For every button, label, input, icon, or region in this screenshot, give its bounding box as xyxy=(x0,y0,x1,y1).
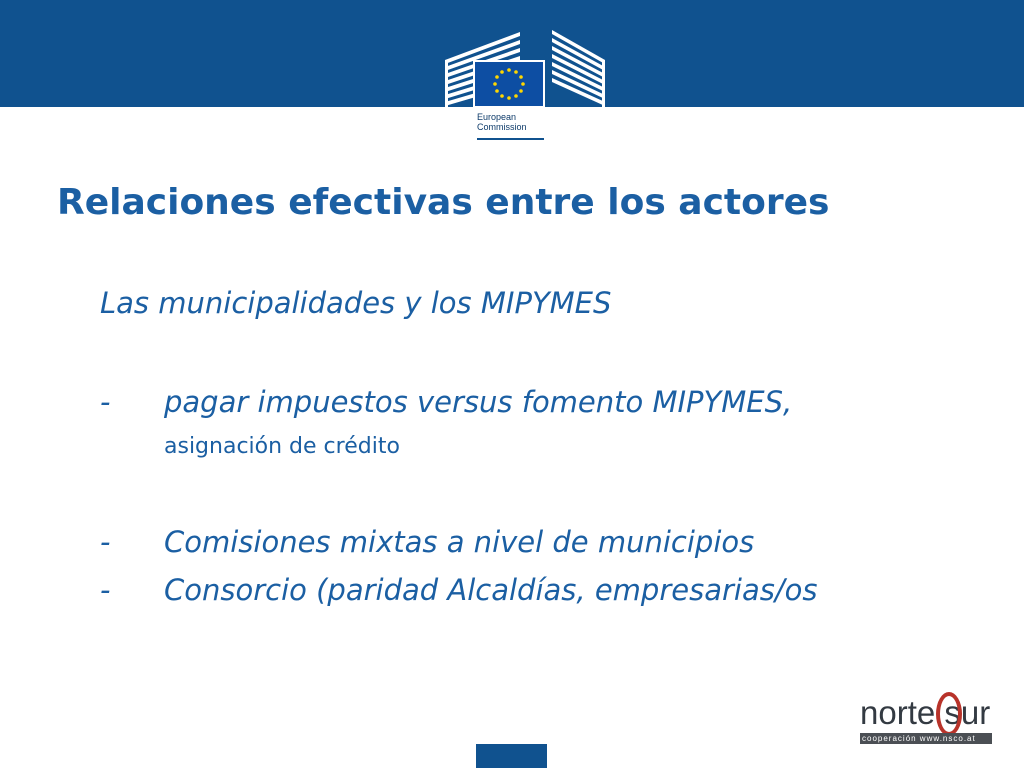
ec-wordmark xyxy=(477,112,577,132)
bullet-text: pagar impuestos versus fomento MIPYMES, xyxy=(164,385,793,419)
nortesur-ring-icon xyxy=(936,692,962,736)
bullet-continuation: asignación de crédito xyxy=(164,434,400,459)
european-commission-logo xyxy=(440,20,610,145)
ec-wordmark-line1: European xyxy=(477,112,517,122)
bullet-dash: - xyxy=(100,525,111,559)
nortesur-tagline: cooperación www.nsco.at xyxy=(860,733,992,744)
nortesur-wordmark: norte sur xyxy=(860,694,991,731)
bullet-text: Comisiones mixtas a nivel de municipios xyxy=(164,525,755,559)
nortesur-logo xyxy=(858,688,998,748)
slide-subtitle: Las municipalidades y los MIPYMES xyxy=(100,286,612,320)
ec-building-emblem xyxy=(440,20,610,115)
bullet-dash: - xyxy=(100,573,111,607)
ec-wordmark-line2: Commission xyxy=(477,122,527,132)
slide-title: Relaciones efectivas entre los actores xyxy=(57,182,830,223)
bullet-text: Consorcio (paridad Alcaldías, empresarias/os xyxy=(164,573,818,607)
ec-wordmark-underline xyxy=(477,138,544,140)
footer-tab xyxy=(476,744,547,768)
bullet-dash: - xyxy=(100,385,111,419)
